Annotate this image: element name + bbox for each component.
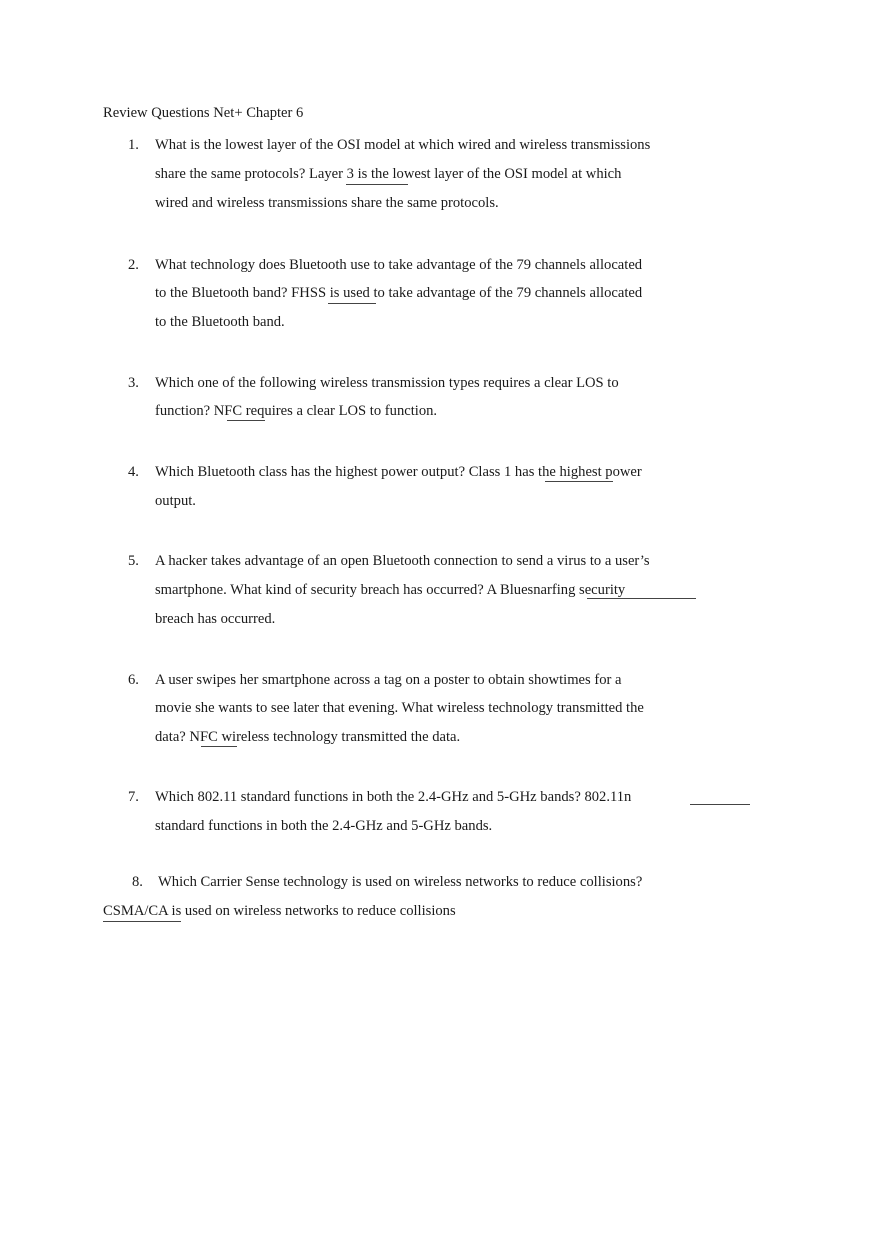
document-title: Review Questions Net+ Chapter 6 — [103, 105, 304, 121]
answer-underline — [227, 420, 265, 421]
question-line: Which Bluetooth class has the highest power output? Class 1 has the highest power — [155, 464, 642, 480]
question-number: 4. — [128, 464, 139, 480]
question-line: smartphone. What kind of security breach has occurred? A Bluesnarfing security — [155, 582, 626, 598]
question-number: 2. — [128, 257, 139, 273]
question-line: A user swipes her smartphone across a tag on a poster to obtain showtimes for a — [155, 672, 622, 688]
question-line: share the same protocols? Layer 3 is the lowest layer of the OSI model at which — [155, 166, 622, 182]
answer-line: output. — [155, 493, 196, 509]
question-line: Which Carrier Sense technology is used on wireless networks to reduce collisions? — [158, 874, 643, 890]
answer-underline — [201, 746, 237, 747]
answer-underline — [587, 598, 696, 599]
question-line: to the Bluetooth band? FHSS is used to take advantage of the 79 channels allocated — [155, 285, 643, 301]
answer-underline — [545, 481, 613, 482]
question-line: What technology does Bluetooth use to take advantage of the 79 channels allocated — [155, 257, 643, 273]
answer-underline — [103, 921, 181, 922]
question-number: 7. — [128, 789, 139, 805]
answer-blank — [690, 804, 750, 805]
answer-line: wired and wireless transmissions share the same protocols. — [155, 195, 499, 211]
question-number: 5. — [128, 553, 139, 569]
question-line: What is the lowest layer of the OSI model at which wired and wireless transmissions — [155, 137, 651, 153]
answer-underline — [346, 184, 408, 185]
question-number: 1. — [128, 137, 139, 153]
question-line: movie she wants to see later that evening. What wireless technology transmitted the — [155, 700, 644, 716]
question-line: A hacker takes advantage of an open Bluetooth connection to send a virus to a user’s — [155, 553, 650, 569]
question-number: 3. — [128, 375, 139, 391]
answer-line: to the Bluetooth band. — [155, 314, 285, 330]
answer-underline — [328, 303, 376, 304]
question-line: Which one of the following wireless transmission types requires a clear LOS to — [155, 375, 619, 391]
answer-line: breach has occurred. — [155, 611, 276, 627]
answer-line: data? NFC wireless technology transmitted the data. — [155, 729, 461, 745]
answer-line: CSMA/CA is used on wireless networks to reduce collisions — [103, 903, 456, 919]
question-number: 8. — [132, 874, 143, 890]
answer-line: standard functions in both the 2.4-GHz and 5-GHz bands. — [155, 818, 493, 834]
answer-line: function? NFC requires a clear LOS to function. — [155, 403, 438, 419]
question-number: 6. — [128, 672, 139, 688]
question-line: Which 802.11 standard functions in both the 2.4-GHz and 5-GHz bands? 802.11n — [155, 789, 632, 805]
